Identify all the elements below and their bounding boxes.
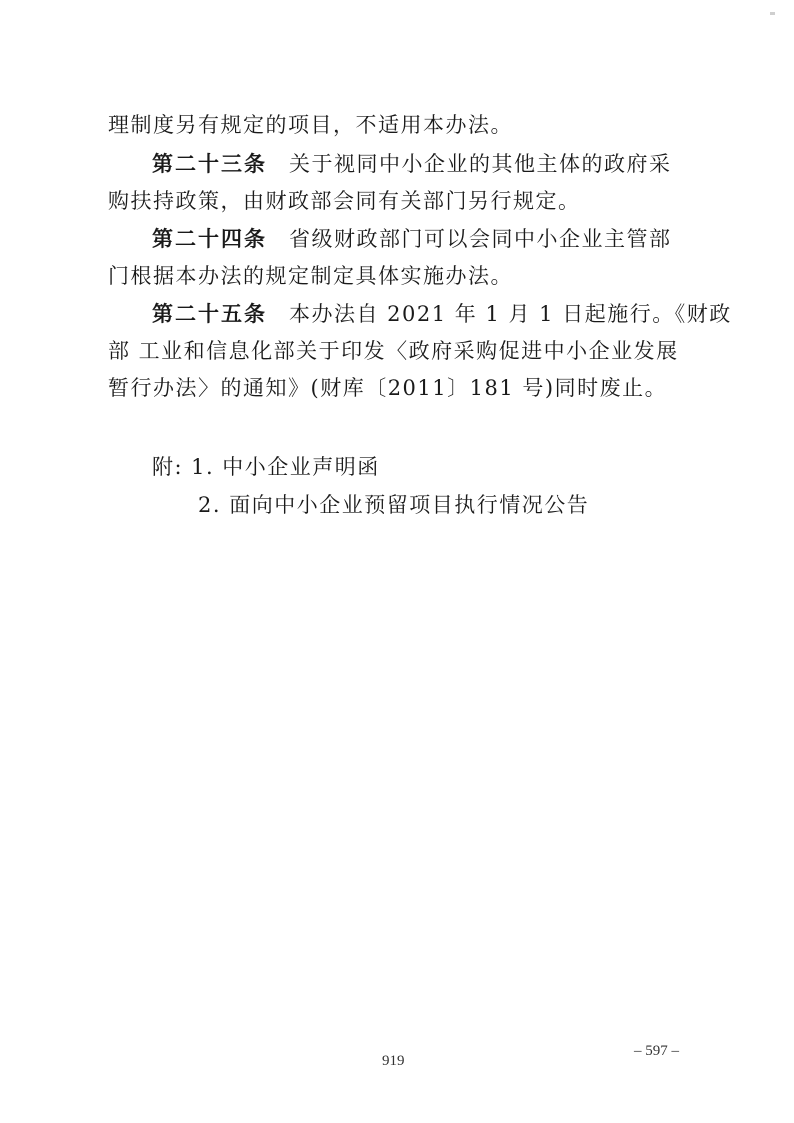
article-23-text-1: 关于视同中小企业的其他主体的政府采: [289, 152, 672, 176]
scan-mark: [770, 12, 775, 15]
paragraph-line: 理制度另有规定的项目，不适用本办法。: [108, 113, 513, 137]
attachment-item-1: 1. 中小企业声明函: [191, 455, 380, 479]
article-23-label: 第二十三条: [152, 152, 267, 176]
center-page-number: 919: [382, 1053, 405, 1069]
article-24-label: 第二十四条: [152, 227, 267, 251]
attachment-line-1: [152, 453, 712, 481]
article-25-text-2: 部 工业和信息化部关于印发〈政府采购促进中小企业发展: [108, 339, 679, 363]
article-25-line-1: [152, 300, 732, 328]
article-25-label: 第二十五条: [152, 302, 267, 326]
article-24-text-2: 门根据本办法的规定制定具体实施办法。: [108, 264, 513, 288]
article-25-text-3: 暂行办法〉的通知》(财库〔2011〕181 号)同时废止。: [108, 376, 668, 400]
right-page-number: – 597 –: [634, 1043, 679, 1059]
article-24-text-1: 省级财政部门可以会同中小企业主管部: [289, 227, 672, 251]
attachment-item-2: 2. 面向中小企业预留项目执行情况公告: [198, 493, 590, 517]
article-23-text-2: 购扶持政策，由财政部会同有关部门另行规定。: [108, 189, 581, 213]
article-23-line-1: [152, 150, 712, 178]
attachment-label: 附:: [152, 455, 184, 479]
article-25-text-1: 本办法自 2021 年 1 月 1 日起施行。《财政: [289, 302, 732, 326]
article-24-line-1: [152, 225, 712, 253]
